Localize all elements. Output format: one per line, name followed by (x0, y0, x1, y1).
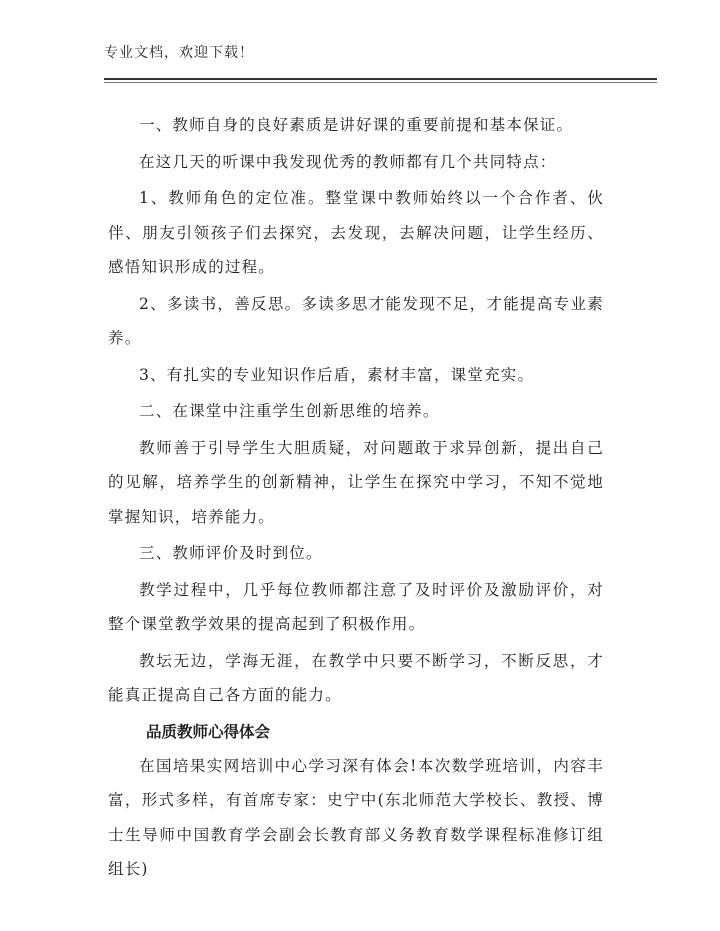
section-title: 品质教师心得体会 (146, 722, 271, 741)
paragraph-evaluation: 教学过程中，几乎每位教师都注意了及时评价及激励评价，对整个课堂教学效果的提高起到了积极作用。 (108, 580, 604, 633)
paragraph-trait-3: 3、有扎实的专业知识作后盾，素材丰富，课堂充实。 (139, 365, 535, 384)
paragraph-section-body: 在国培果实网培训中心学习深有体会!本次数学班培训，内容丰富，形式多样，有首席专家：史宁中(东北师范大学校长、教授、博士生导师中国教育学会副会长教育部义务教育数学课程标准修订组组长) (108, 756, 604, 878)
paragraph-point-three: 三、教师评价及时到位。 (139, 544, 323, 562)
paragraph-trait-2: 2、多读书，善反思。多读多思才能发现不足，才能提高专业素养。 (108, 294, 604, 347)
paragraph-innovation: 教师善于引导学生大胆质疑，对问题敢于求异创新，提出自己的见解，培养学生的创新精神，让学生在探究中学习，不知不觉地掌握知识，培养能力。 (108, 438, 604, 526)
paragraph-conclusion: 教坛无边，学海无涯，在教学中只要不断学习，不断反思，才能真正提高自己各方面的能力。 (108, 651, 604, 704)
header-rule-thick (104, 78, 657, 80)
paragraph-point-one: 一、教师自身的良好素质是讲好课的重要前提和基本保证。 (139, 116, 574, 134)
header-rule-thin (104, 82, 657, 83)
paragraph-observation-intro: 在这几天的听课中我发现优秀的教师都有几个共同特点： (139, 152, 557, 171)
page-header-text: 专业文档，欢迎下载！ (104, 45, 254, 61)
paragraph-trait-1: 1、教师角色的定位准。整堂课中教师始终以一个合作者、伙伴、朋友引领孩子们去探究，去发现，去解决问题，让学生经历、感悟知识形成的过程。 (108, 189, 604, 276)
paragraph-point-two: 二、在课堂中注重学生创新思维的培养。 (139, 402, 440, 420)
document-body (108, 108, 604, 889)
